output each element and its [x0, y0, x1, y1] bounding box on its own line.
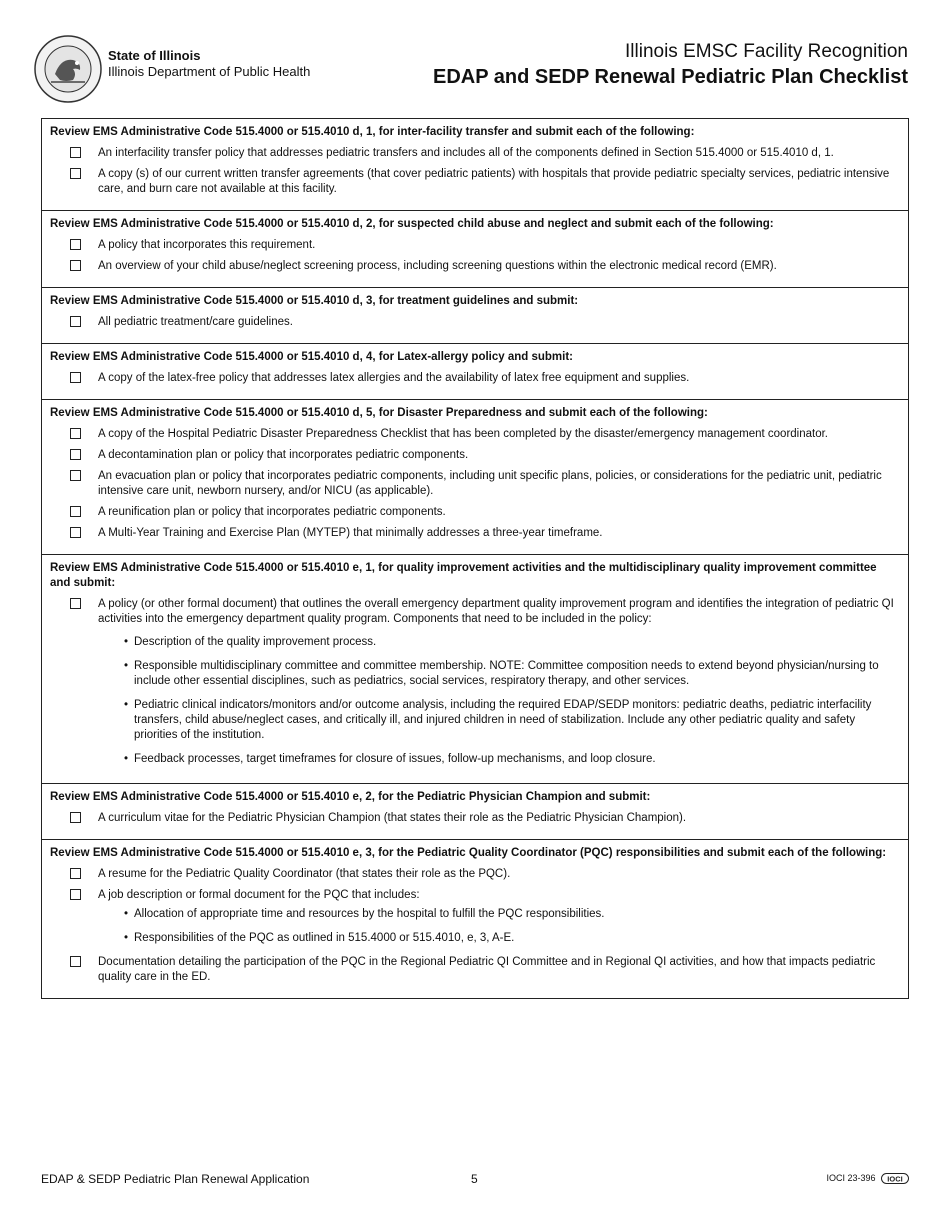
- section-disaster-preparedness: [42, 399, 908, 554]
- footer-code: [826, 1173, 909, 1184]
- page-title: EDAP and SEDP Renewal Pediatric Plan Checklist: [433, 66, 908, 88]
- checkbox[interactable]: [70, 889, 81, 900]
- checkbox[interactable]: [70, 168, 81, 179]
- checkbox[interactable]: [70, 598, 81, 609]
- bullet-item: • Description of the quality improvement process.: [98, 635, 900, 650]
- page-footer: [41, 1170, 909, 1190]
- item-text: A reunification plan or policy that incorporates pediatric components.: [98, 506, 446, 518]
- section-interfacility-transfer: [42, 119, 908, 210]
- checkbox[interactable]: [70, 527, 81, 538]
- item-text: A decontamination plan or policy that incorporates pediatric components.: [98, 449, 469, 461]
- section-child-abuse: [42, 210, 908, 287]
- agency-block: [108, 48, 310, 80]
- item-text: A copy (s) of our current written transfer agreements (that cover pediatric patients) with hospitals that provide pediatric specialty services, pediatric intensive care, and burn care not available at this facility.: [98, 168, 890, 195]
- section-treatment-guidelines: [42, 287, 908, 343]
- bullet-list: [98, 635, 900, 767]
- section-quality-coordinator: [42, 839, 908, 998]
- section-heading: Review EMS Administrative Code 515.4000 or 515.4010 e, 2, for the Pediatric Physician Champion and submit:: [50, 791, 651, 803]
- checklist-item: [50, 238, 900, 253]
- checkbox[interactable]: [70, 239, 81, 250]
- checkbox[interactable]: [70, 428, 81, 439]
- checkbox[interactable]: [70, 868, 81, 879]
- item-text: A resume for the Pediatric Quality Coordinator (that states their role as the PQC).: [98, 868, 511, 880]
- checkbox[interactable]: [70, 470, 81, 481]
- section-heading: Review EMS Administrative Code 515.4000 or 515.4010 e, 3, for the Pediatric Quality Coordinator (PQC) responsibilities and submit each of the following:: [50, 847, 887, 859]
- illinois-state-seal-icon: [33, 34, 103, 104]
- section-heading: Review EMS Administrative Code 515.4000 or 515.4010 d, 1, for inter-facility transfer and submit each of the following:: [50, 126, 695, 138]
- item-text: All pediatric treatment/care guidelines.: [98, 316, 293, 328]
- department-name: Illinois Department of Public Health: [108, 64, 311, 79]
- form-code: IOCI 23-396: [826, 1173, 876, 1183]
- checklist-item: [50, 505, 900, 520]
- item-text: A Multi-Year Training and Exercise Plan (MYTEP) that minimally addresses a three-year timeframe.: [98, 527, 603, 539]
- checklist-item: [50, 867, 900, 882]
- footer-document-name: EDAP & SEDP Pediatric Plan Renewal Application: [41, 1172, 310, 1186]
- page-number: 5: [471, 1172, 478, 1186]
- item-text: Documentation detailing the participation of the PQC in the Regional Pediatric QI Committee and in Regional QI activities, and how that impacts pediatric quality care in the ED.: [98, 956, 876, 983]
- bullet-item: • Pediatric clinical indicators/monitors and/or outcome analysis, including the required EDAP/SEDP monitors: pediatric deaths, pediatric interfacility transfers, child abuse/neglect cases, and critically ill, and injured children in need of stabilization. Include any other pediatric quality and safety priorities of the institution.: [98, 698, 900, 743]
- checklist-item: [50, 259, 900, 274]
- section-heading: Review EMS Administrative Code 515.4000 or 515.4010 d, 2, for suspected child abuse and neglect and submit each of the following:: [50, 218, 774, 230]
- item-text: An overview of your child abuse/neglect screening process, including screening questions within the electronic medical record (EMR).: [98, 260, 777, 272]
- checklist-item: [50, 597, 900, 767]
- section-heading: Review EMS Administrative Code 515.4000 or 515.4010 e, 1, for quality improvement activities and the multidisciplinary quality improvement committee and submit:: [50, 562, 877, 589]
- svg-text:IOCI: IOCI: [887, 1174, 903, 1184]
- item-text: A policy that incorporates this requirement.: [98, 239, 316, 251]
- document-titles: [433, 40, 908, 90]
- item-text: An evacuation plan or policy that incorporates pediatric components, including unit specific plans, policies, or considerations for the pediatric unit, pediatric intensive care unit, newborn nursery, and/or NICU (as applicable).: [98, 470, 882, 497]
- ioci-logo-icon: [881, 1173, 909, 1184]
- bullet-item: • Responsible multidisciplinary committee and committee membership. NOTE: Committee composition needs to extend beyond physician/nursing to include other essential disciplines, such as pediatrics, social services, respiratory therapy, and other services.: [98, 659, 900, 689]
- section-heading: Review EMS Administrative Code 515.4000 or 515.4010 d, 5, for Disaster Preparedness and submit each of the following:: [50, 407, 708, 419]
- checkbox[interactable]: [70, 147, 81, 158]
- bullet-list: [98, 907, 900, 946]
- item-text: A policy (or other formal document) that outlines the overall emergency department quality improvement program and identifies the integration of pediatric QI activities into the emergency department quality program. Components that need to be included in the policy:: [98, 598, 894, 625]
- item-text: A curriculum vitae for the Pediatric Physician Champion (that states their role as the Pediatric Physician Champion).: [98, 812, 687, 824]
- checkbox[interactable]: [70, 812, 81, 823]
- item-text: A copy of the Hospital Pediatric Disaster Preparedness Checklist that has been completed by the disaster/emergency management coordinator.: [98, 428, 829, 440]
- checklist-item: [50, 167, 900, 197]
- state-name: State of Illinois: [108, 48, 201, 63]
- checklist-item: [50, 315, 900, 330]
- item-text: An interfacility transfer policy that addresses pediatric transfers and includes all of the components defined in Section 515.4000 or 515.4010 d, 1.: [98, 147, 834, 159]
- checklist-item: [50, 371, 900, 386]
- checklist-item: [50, 448, 900, 463]
- checklist-item: [50, 526, 900, 541]
- checkbox[interactable]: [70, 316, 81, 327]
- page-header: [0, 0, 950, 110]
- checklist-item: [50, 888, 900, 946]
- bullet-item: • Allocation of appropriate time and resources by the hospital to fulfill the PQC responsibilities.: [98, 907, 900, 922]
- checklist-table: [41, 118, 909, 999]
- checkbox[interactable]: [70, 449, 81, 460]
- item-text: A copy of the latex-free policy that addresses latex allergies and the availability of latex free equipment and supplies.: [98, 372, 690, 384]
- checklist-item: [50, 146, 900, 161]
- item-text: A job description or formal document for the PQC that includes:: [98, 889, 420, 901]
- section-heading: Review EMS Administrative Code 515.4000 or 515.4010 d, 3, for treatment guidelines and submit:: [50, 295, 579, 307]
- program-title: Illinois EMSC Facility Recognition: [625, 41, 908, 62]
- bullet-item: • Responsibilities of the PQC as outlined in 515.4000 or 515.4010, e, 3, A-E.: [98, 931, 900, 946]
- checklist-item: [50, 469, 900, 499]
- section-heading: Review EMS Administrative Code 515.4000 or 515.4010 d, 4, for Latex-allergy policy and submit:: [50, 351, 574, 363]
- checkbox[interactable]: [70, 372, 81, 383]
- section-latex-allergy: [42, 343, 908, 399]
- checkbox[interactable]: [70, 956, 81, 967]
- bullet-item: • Feedback processes, target timeframes for closure of issues, follow-up mechanisms, and loop closure.: [98, 752, 900, 767]
- checklist-item: [50, 811, 900, 826]
- checkbox[interactable]: [70, 506, 81, 517]
- section-physician-champion: [42, 783, 908, 839]
- section-quality-improvement: [42, 554, 908, 783]
- checkbox[interactable]: [70, 260, 81, 271]
- checklist-item: [50, 427, 900, 442]
- checklist-item: [50, 955, 900, 985]
